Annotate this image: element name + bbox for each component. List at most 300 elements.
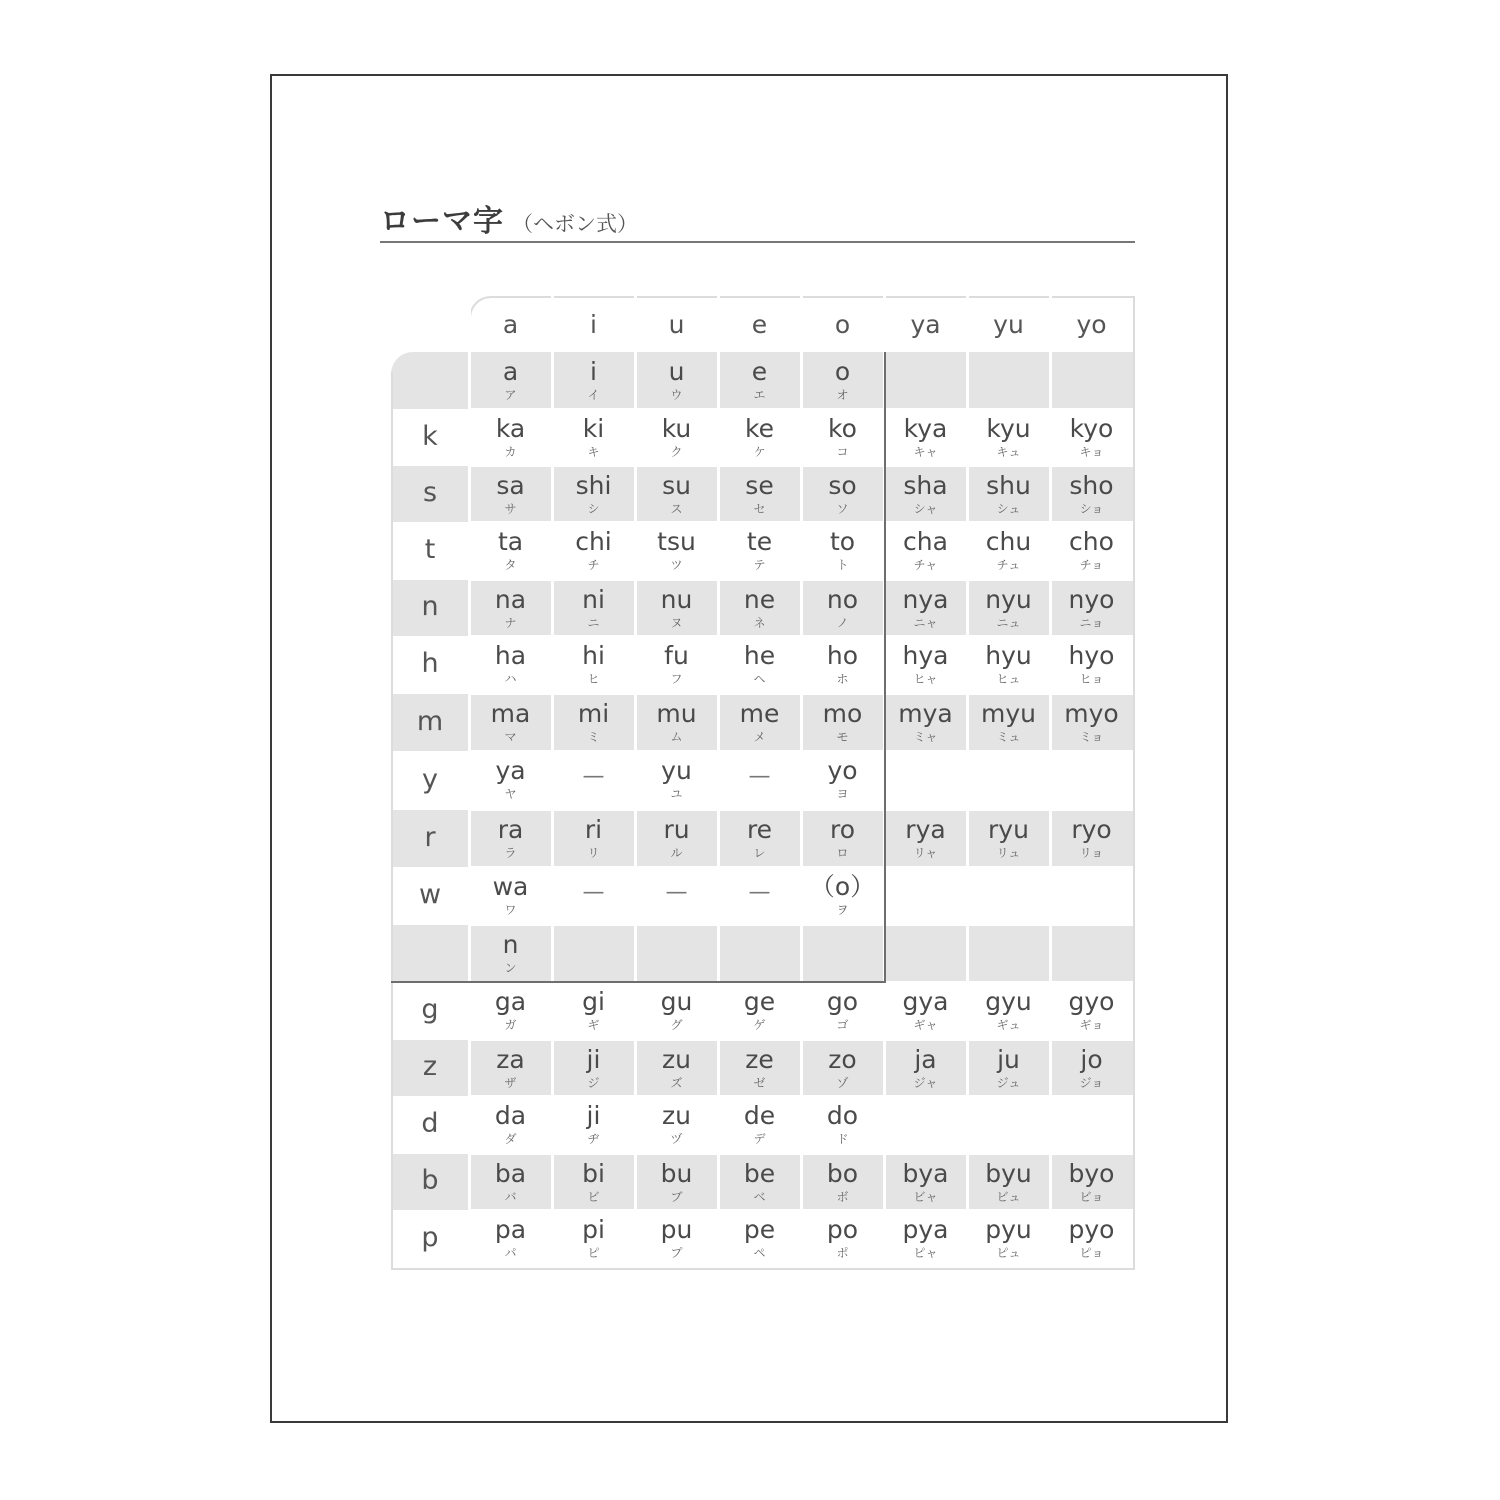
katakana: ショ — [1079, 502, 1104, 516]
empty-dash: — — [582, 764, 605, 789]
row-label: k — [422, 420, 438, 452]
romaji: ho — [826, 641, 859, 670]
katakana: ド — [836, 1132, 849, 1146]
kana-cell — [469, 472, 552, 517]
kana-cell — [469, 1102, 552, 1147]
kana-cell — [1050, 642, 1133, 687]
romaji: gi — [582, 987, 605, 1016]
grid-hline — [469, 924, 1133, 926]
kana-cell — [718, 1216, 801, 1261]
kana-cell — [884, 700, 967, 745]
romaji: da — [494, 1101, 527, 1130]
romaji: shu — [986, 471, 1031, 500]
grid-hline — [469, 1095, 1133, 1097]
kana-cell — [1050, 472, 1133, 517]
katakana: オ — [836, 388, 849, 402]
katakana: チ — [587, 558, 600, 572]
katakana: ジ — [587, 1076, 600, 1090]
katakana: イ — [587, 388, 600, 402]
katakana: ゴ — [836, 1018, 849, 1032]
kana-cell — [635, 586, 718, 631]
kana-cell — [718, 757, 801, 797]
katakana: レ — [753, 846, 766, 860]
column-header: o — [834, 310, 851, 339]
grid-hline — [469, 1209, 1133, 1211]
katakana: ケ — [753, 445, 766, 459]
kana-cell — [635, 988, 718, 1033]
romaji: hyo — [1068, 641, 1115, 670]
table-border-bottom — [391, 1268, 1135, 1270]
katakana: モ — [836, 730, 849, 744]
romaji: cha — [903, 527, 948, 556]
katakana: フ — [670, 672, 683, 686]
katakana: マ — [504, 730, 517, 744]
katakana: ジュ — [996, 1076, 1021, 1090]
empty-dash: — — [582, 880, 605, 905]
romaji: ko — [828, 414, 857, 443]
romaji: po — [826, 1215, 859, 1244]
katakana: ミュ — [996, 730, 1021, 744]
romaji: ba — [494, 1159, 527, 1188]
katakana: ブ — [670, 1190, 683, 1204]
katakana: ピャ — [913, 1246, 938, 1260]
romaji: zo — [828, 1045, 857, 1074]
kana-cell — [552, 528, 635, 573]
kana-cell — [884, 816, 967, 861]
romaji: mi — [577, 699, 610, 728]
katakana: ギョ — [1079, 1018, 1104, 1032]
kana-cell — [552, 415, 635, 460]
romaji: su — [662, 471, 691, 500]
kana-cell — [801, 415, 884, 460]
katakana: ホ — [836, 672, 849, 686]
romaji: hi — [582, 641, 605, 670]
kana-cell — [801, 642, 884, 687]
katakana: ビョ — [1079, 1190, 1104, 1204]
katakana: ガ — [504, 1018, 517, 1032]
romaji: ni — [582, 585, 605, 614]
romaji: mu — [656, 699, 697, 728]
grid-hline — [469, 465, 1133, 467]
romaji: nyu — [985, 585, 1032, 614]
grid-hline — [469, 521, 1133, 523]
kana-cell — [967, 816, 1050, 861]
katakana: キュ — [996, 445, 1021, 459]
kana-cell — [967, 1216, 1050, 1261]
kana-cell — [884, 528, 967, 573]
katakana: ハ — [504, 672, 517, 686]
kana-cell — [469, 873, 552, 918]
grid-hline — [469, 866, 1133, 868]
romaji: me — [739, 699, 780, 728]
katakana: ヒ — [587, 672, 600, 686]
katakana: ビャ — [913, 1190, 938, 1204]
kana-cell — [801, 1102, 884, 1147]
kana-cell — [884, 586, 967, 631]
kana-cell — [884, 415, 967, 460]
kana-cell — [801, 1216, 884, 1261]
romaji: myu — [981, 699, 1036, 728]
grid-hline — [469, 693, 1133, 695]
katakana: ギュ — [996, 1018, 1021, 1032]
katakana: ミョ — [1079, 730, 1104, 744]
kana-cell — [801, 873, 884, 918]
column-header: i — [590, 310, 597, 339]
kana-cell — [801, 757, 884, 802]
kana-cell — [469, 1046, 552, 1091]
kana-cell — [552, 988, 635, 1033]
romaji: pu — [660, 1215, 693, 1244]
kana-cell — [967, 1046, 1050, 1091]
kana-cell — [552, 358, 635, 403]
kana-cell — [469, 528, 552, 573]
row-label: w — [418, 879, 442, 910]
kana-cell — [801, 586, 884, 631]
romaji: ja — [914, 1045, 937, 1074]
kana-cell — [884, 642, 967, 687]
katakana: パ — [504, 1246, 517, 1260]
katakana: キャ — [913, 445, 938, 459]
romaji: ze — [745, 1045, 774, 1074]
kana-cell — [635, 642, 718, 687]
romaji: za — [496, 1045, 525, 1074]
kana-cell — [552, 1160, 635, 1205]
romaji: kyu — [986, 414, 1031, 443]
romaji: chu — [985, 527, 1032, 556]
romaji: bo — [826, 1159, 859, 1188]
kana-cell — [635, 1216, 718, 1261]
katakana: シ — [587, 502, 600, 516]
romaji: u — [668, 357, 685, 386]
katakana: チョ — [1079, 558, 1104, 572]
row-label: b — [421, 1165, 439, 1196]
katakana: ゾ — [836, 1076, 849, 1090]
kana-cell — [884, 988, 967, 1033]
kana-cell — [469, 642, 552, 687]
katakana: グ — [670, 1018, 683, 1032]
romaji: bi — [582, 1159, 605, 1188]
katakana: ミ — [587, 730, 600, 744]
kana-cell — [635, 528, 718, 573]
katakana: ピ — [587, 1246, 600, 1260]
romaji: no — [826, 585, 859, 614]
kana-cell — [884, 1160, 967, 1205]
kana-cell — [967, 1160, 1050, 1205]
katakana: ザ — [504, 1076, 517, 1090]
romaji: ya — [495, 756, 526, 785]
katakana: ヌ — [670, 616, 683, 630]
romaji: pya — [902, 1215, 949, 1244]
romaji: wa — [492, 872, 529, 901]
katakana: プ — [670, 1246, 683, 1260]
kana-cell — [635, 472, 718, 517]
kana-cell — [552, 1216, 635, 1261]
grid-hline — [469, 408, 1133, 410]
katakana: セ — [753, 502, 766, 516]
romaji: mo — [822, 699, 863, 728]
kana-cell — [718, 642, 801, 687]
row-label: r — [424, 821, 436, 853]
empty-dash: — — [665, 880, 688, 905]
kana-cell — [635, 415, 718, 460]
row-label: s — [422, 477, 438, 508]
grid-hline — [469, 750, 1133, 752]
katakana: タ — [504, 558, 517, 572]
romaji: byu — [985, 1159, 1032, 1188]
row-label: d — [421, 1108, 439, 1139]
katakana: ソ — [836, 502, 849, 516]
katakana: ピョ — [1079, 1246, 1104, 1260]
kana-cell — [469, 586, 552, 631]
grid-hline — [469, 809, 1133, 811]
kana-cell — [469, 700, 552, 745]
romaji: bya — [902, 1159, 949, 1188]
katakana: ア — [504, 388, 517, 402]
katakana: ユ — [670, 787, 683, 801]
romaji: se — [745, 471, 774, 500]
katakana: ヨ — [836, 787, 849, 801]
katakana: ル — [670, 846, 683, 860]
kana-cell — [967, 415, 1050, 460]
romaji: kyo — [1069, 414, 1114, 443]
romaji: pi — [582, 1215, 605, 1244]
kana-cell — [552, 472, 635, 517]
column-header: yo — [1076, 310, 1107, 339]
katakana: テ — [753, 558, 766, 572]
katakana: ワ — [504, 903, 517, 917]
katakana: ギャ — [913, 1018, 938, 1032]
katakana: ン — [504, 961, 517, 975]
kana-cell — [1050, 415, 1133, 460]
katakana: ツ — [670, 558, 683, 572]
romaji: ku — [661, 414, 692, 443]
kana-cell — [718, 700, 801, 745]
romaji: so — [828, 471, 857, 500]
empty-dash: — — [748, 764, 771, 789]
kana-cell — [552, 873, 635, 913]
kana-cell — [552, 586, 635, 631]
katakana: ペ — [753, 1246, 766, 1260]
katakana: ノ — [836, 616, 849, 630]
kana-cell — [469, 757, 552, 802]
kana-cell — [1050, 528, 1133, 573]
katakana: エ — [753, 388, 766, 402]
katakana: ヤ — [504, 787, 517, 801]
kana-cell — [967, 988, 1050, 1033]
kana-cell — [552, 1102, 635, 1147]
katakana: ピュ — [996, 1246, 1021, 1260]
kana-cell — [967, 700, 1050, 745]
row-label: g — [421, 994, 439, 1025]
kana-cell — [801, 1046, 884, 1091]
katakana: ヲ — [836, 903, 849, 917]
kana-cell — [552, 757, 635, 797]
romaji: jo — [1080, 1045, 1103, 1074]
title-main: ローマ字 — [380, 204, 504, 239]
grid-hline — [469, 1153, 1133, 1155]
kana-cell — [469, 816, 552, 861]
katakana: コ — [836, 445, 849, 459]
kana-cell — [469, 415, 552, 460]
katakana: ジャ — [913, 1076, 938, 1090]
romaji: chi — [575, 527, 612, 556]
katakana: デ — [753, 1132, 766, 1146]
katakana: ビュ — [996, 1190, 1021, 1204]
kana-cell — [1050, 700, 1133, 745]
katakana: ゼ — [753, 1076, 766, 1090]
romaji: nyo — [1068, 585, 1115, 614]
romaji: gyo — [1068, 987, 1115, 1016]
romaji: rya — [905, 815, 946, 844]
romaji: to — [829, 527, 856, 556]
kana-cell — [801, 472, 884, 517]
empty-dash: — — [748, 880, 771, 905]
kana-cell — [718, 873, 801, 913]
katakana: ミャ — [913, 730, 938, 744]
romaji: pyu — [985, 1215, 1032, 1244]
romaji: nu — [660, 585, 693, 614]
grid-hline — [469, 579, 1133, 581]
romaji: pe — [743, 1215, 776, 1244]
kana-cell — [884, 472, 967, 517]
kana-cell — [967, 472, 1050, 517]
kana-cell — [1050, 586, 1133, 631]
romaji: tsu — [657, 527, 696, 556]
romaji: ne — [743, 585, 776, 614]
romaji: nya — [902, 585, 949, 614]
romaji: yo — [827, 756, 858, 785]
romaji: be — [743, 1159, 776, 1188]
row-label: h — [421, 648, 439, 679]
katakana: バ — [504, 1190, 517, 1204]
katakana: ナ — [504, 616, 517, 630]
kana-cell — [552, 700, 635, 745]
kana-cell — [552, 642, 635, 687]
katakana: シャ — [913, 502, 938, 516]
katakana: ヂ — [587, 1132, 600, 1146]
romaji: kya — [903, 414, 948, 443]
kana-cell — [635, 358, 718, 403]
row-label: n — [421, 591, 439, 622]
kana-cell — [801, 700, 884, 745]
column-header: a — [502, 310, 519, 339]
katakana: チャ — [913, 558, 938, 572]
romaji: gya — [902, 987, 949, 1016]
romaji: shi — [575, 471, 612, 500]
romaji: myo — [1064, 699, 1119, 728]
kana-cell — [884, 1046, 967, 1091]
kana-cell — [635, 1160, 718, 1205]
katakana: ク — [670, 445, 683, 459]
kana-cell — [718, 415, 801, 460]
romaji: byo — [1068, 1159, 1115, 1188]
kana-cell — [469, 988, 552, 1033]
romaji: cho — [1069, 527, 1114, 556]
kana-cell — [469, 1160, 552, 1205]
block-divider-horizontal — [391, 981, 886, 983]
katakana: ニャ — [913, 616, 938, 630]
romaji: hya — [902, 641, 949, 670]
katakana: ゲ — [753, 1018, 766, 1032]
romaji: te — [746, 527, 773, 556]
katakana: リョ — [1079, 846, 1104, 860]
romaji: ryu — [988, 815, 1029, 844]
kana-cell — [635, 873, 718, 913]
column-header: ya — [910, 310, 941, 339]
romaji: ji — [586, 1045, 601, 1074]
romaji: ji — [586, 1101, 601, 1130]
romaji: zu — [662, 1101, 691, 1130]
kana-cell — [635, 1102, 718, 1147]
romaji: ka — [495, 414, 526, 443]
katakana: ス — [670, 502, 683, 516]
romaji: n — [502, 930, 519, 959]
katakana: メ — [753, 730, 766, 744]
katakana: ネ — [753, 616, 766, 630]
kana-cell — [1050, 1046, 1133, 1091]
row-label: t — [424, 534, 436, 565]
kana-cell — [635, 816, 718, 861]
katakana: ダ — [504, 1132, 517, 1146]
kana-cell — [718, 1160, 801, 1205]
kana-cell — [801, 358, 884, 403]
romaji: ryo — [1071, 815, 1112, 844]
kana-cell — [1050, 1160, 1133, 1205]
romaji: fu — [664, 641, 689, 670]
romaji: gu — [660, 987, 693, 1016]
column-header: u — [668, 310, 685, 339]
katakana: ニョ — [1079, 616, 1104, 630]
kana-cell — [718, 1102, 801, 1147]
row-label: y — [422, 763, 438, 795]
kana-cell — [552, 1046, 635, 1091]
katakana: ウ — [670, 388, 683, 402]
romaji: mya — [898, 699, 953, 728]
katakana: ビ — [587, 1190, 600, 1204]
row-label: m — [416, 705, 444, 737]
column-header: yu — [993, 310, 1024, 339]
kana-cell — [801, 1160, 884, 1205]
kana-cell — [635, 700, 718, 745]
kana-cell — [469, 1216, 552, 1261]
romaji: pa — [494, 1215, 527, 1244]
katakana: リ — [587, 846, 600, 860]
romaji: a — [502, 357, 519, 386]
kana-cell — [967, 642, 1050, 687]
kana-cell — [718, 586, 801, 631]
romaji: e — [751, 357, 768, 386]
katakana: リュ — [996, 846, 1021, 860]
kana-cell — [801, 528, 884, 573]
katakana: シュ — [996, 502, 1021, 516]
romaji: ki — [582, 414, 605, 443]
katakana: ニュ — [996, 616, 1021, 630]
katakana: ギ — [587, 1018, 600, 1032]
romaji: bu — [660, 1159, 693, 1188]
romaji: sha — [903, 471, 948, 500]
romaji: sho — [1069, 471, 1114, 500]
katakana: ニ — [587, 616, 600, 630]
grid-hline — [469, 1039, 1133, 1041]
romaji: ma — [490, 699, 531, 728]
katakana: ラ — [504, 846, 517, 860]
romaji: hyu — [985, 641, 1032, 670]
katakana: ヅ — [670, 1132, 683, 1146]
katakana: キ — [587, 445, 600, 459]
row-label: p — [421, 1222, 439, 1253]
katakana: ズ — [670, 1076, 683, 1090]
kana-cell — [1050, 816, 1133, 861]
